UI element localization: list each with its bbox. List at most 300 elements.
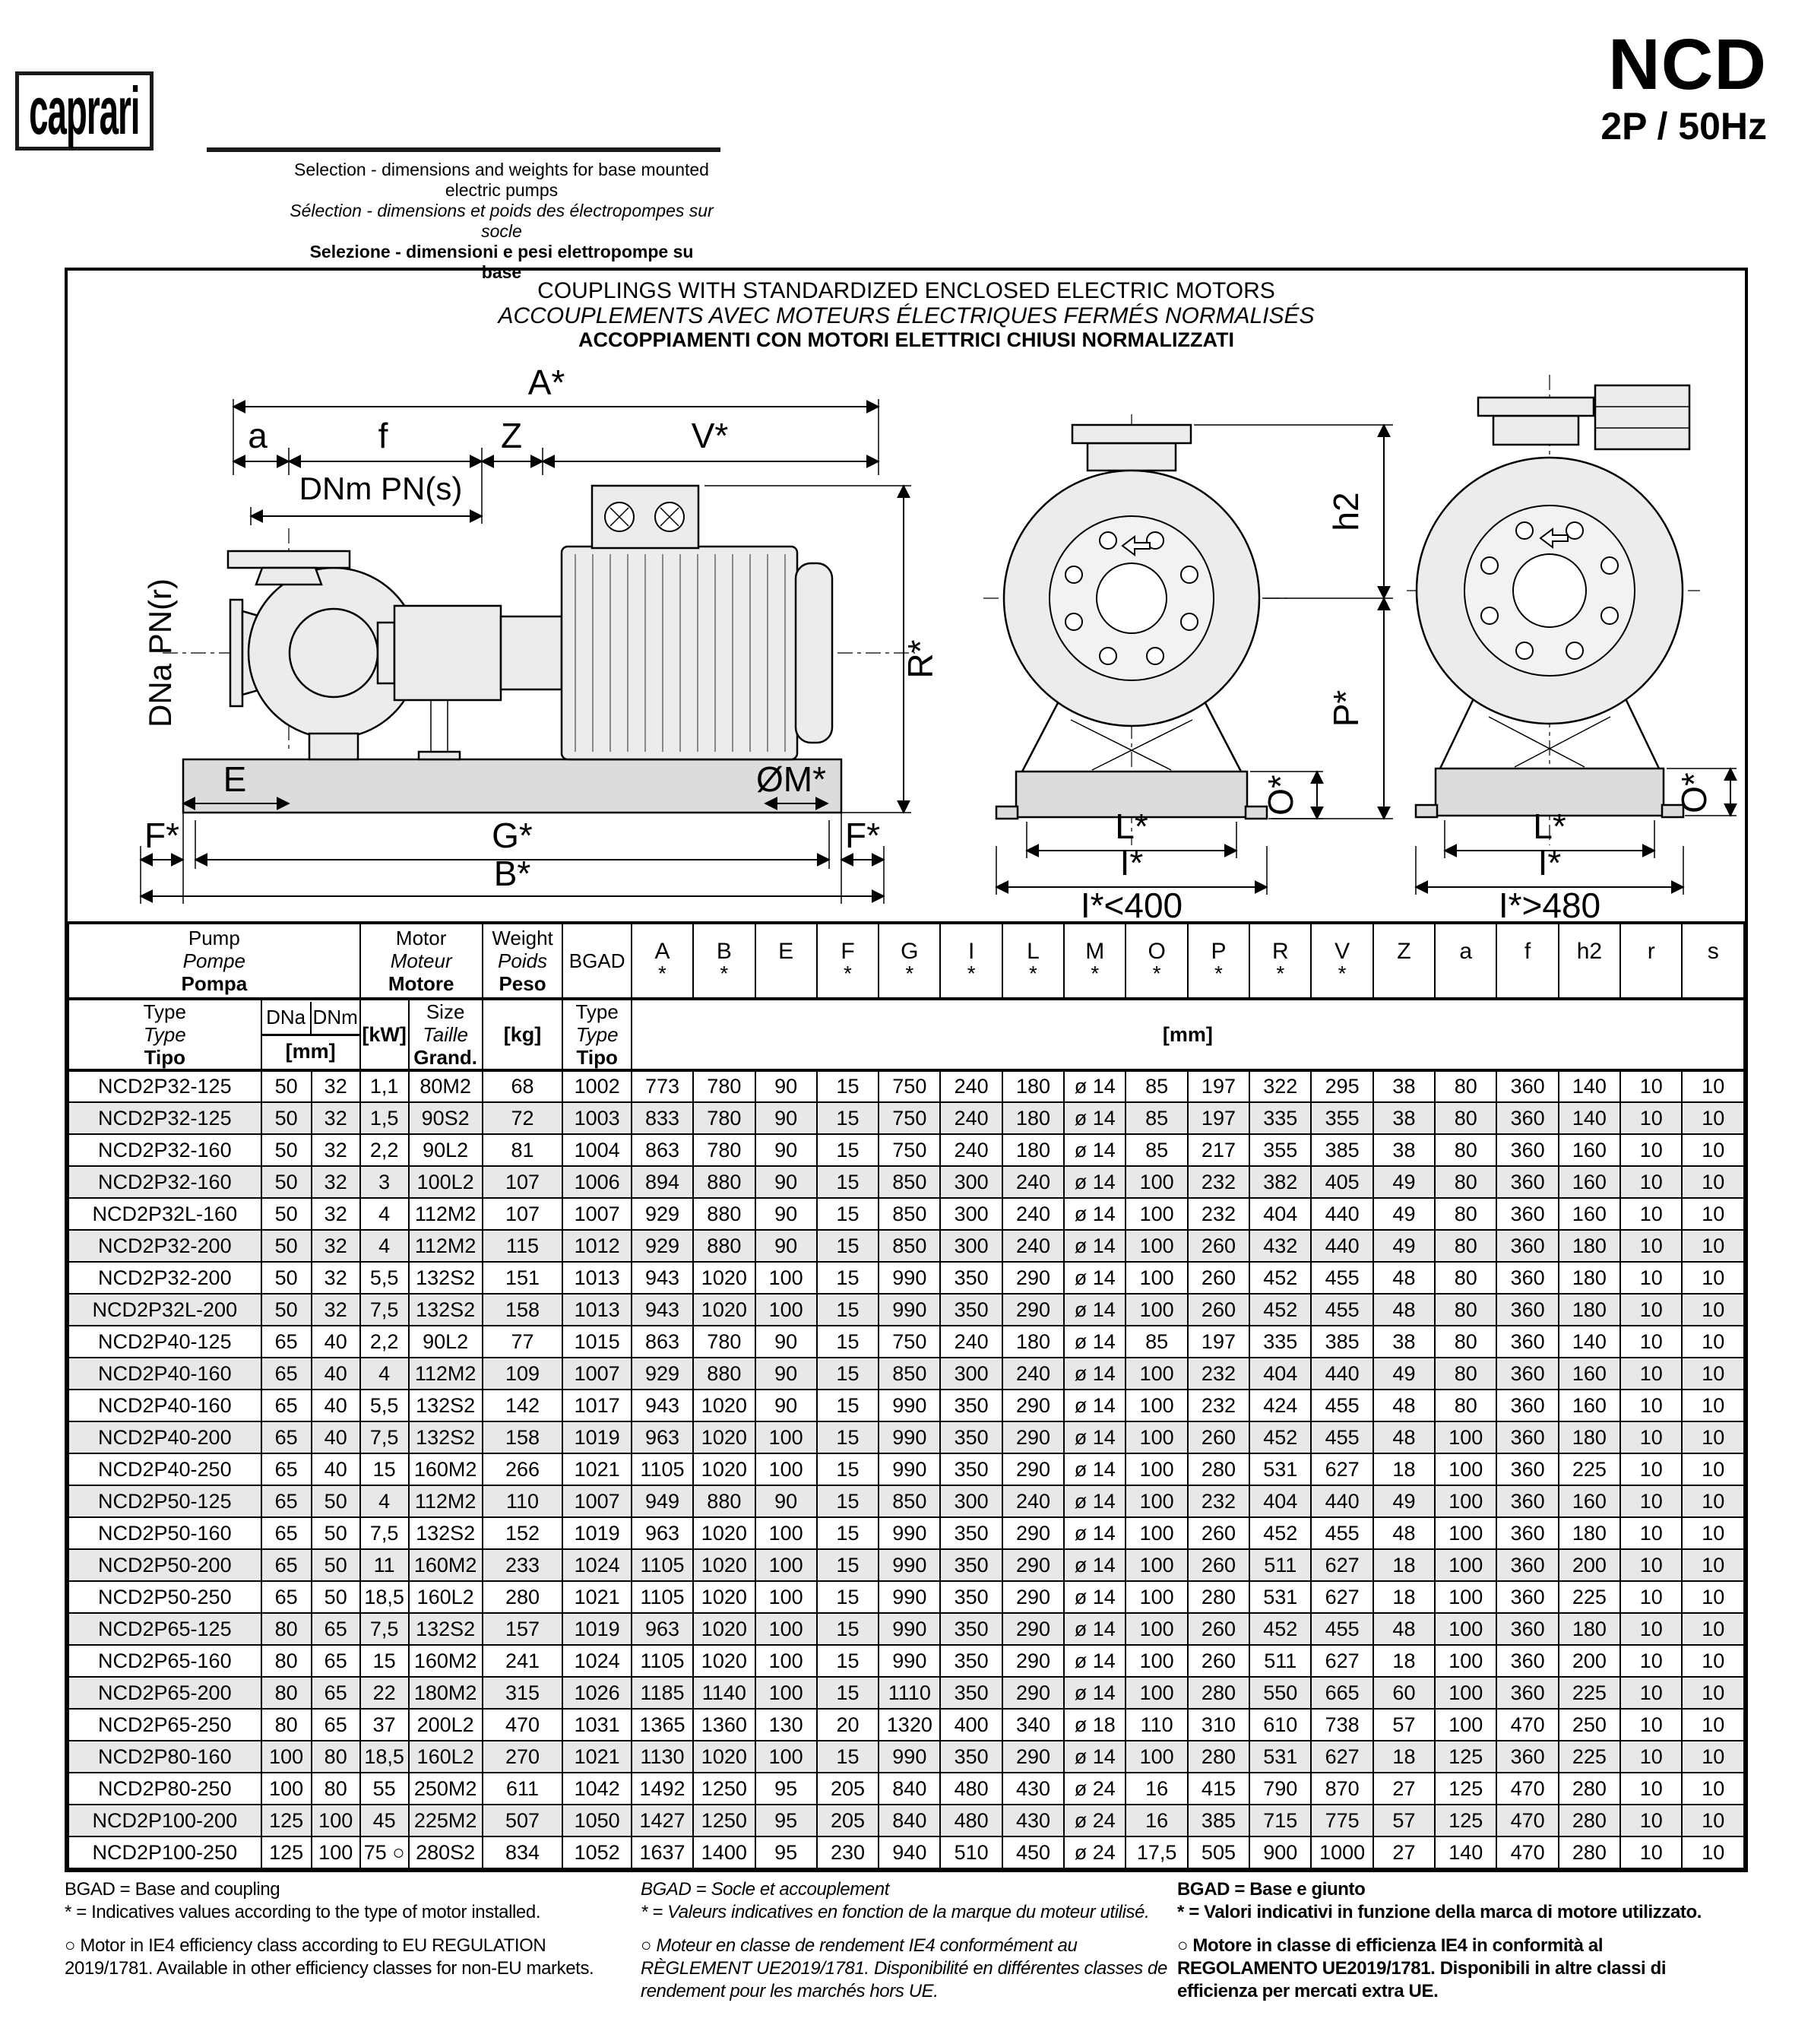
- cell-bgad: 1021: [562, 1741, 631, 1773]
- cell-s: 10: [1682, 1581, 1744, 1613]
- cell-dnm: 65: [312, 1613, 360, 1645]
- dim-label-L-left: L*: [1115, 807, 1148, 846]
- cell-I: 350: [940, 1517, 1002, 1549]
- cell-dna: 65: [261, 1549, 312, 1581]
- cell-r: 10: [1620, 1421, 1682, 1453]
- cell-I: 350: [940, 1645, 1002, 1677]
- cell-bgad: 1021: [562, 1581, 631, 1613]
- dim-label-h2: h2: [1326, 492, 1366, 531]
- cell-G: 750: [879, 1070, 940, 1102]
- cell-E: 90: [755, 1358, 817, 1390]
- cell-R: 404: [1249, 1485, 1311, 1517]
- cell-f: 360: [1496, 1230, 1558, 1262]
- technical-drawing: [68, 355, 1751, 921]
- cell-O: 100: [1126, 1230, 1187, 1262]
- cell-L: 180: [1002, 1134, 1064, 1166]
- cell-dnm: 32: [312, 1294, 360, 1326]
- cell-r: 10: [1620, 1836, 1682, 1868]
- cell-O: 85: [1126, 1134, 1187, 1166]
- caption-base-large: I*>480: [1498, 886, 1601, 921]
- cell-f: 360: [1496, 1262, 1558, 1294]
- cell-A: 773: [632, 1070, 693, 1102]
- cell-r: 10: [1620, 1805, 1682, 1836]
- cell-Z: 49: [1373, 1358, 1435, 1390]
- cell-size: 112M2: [409, 1230, 483, 1262]
- cell-dnm: 32: [312, 1230, 360, 1262]
- cell-O: 110: [1126, 1709, 1187, 1741]
- cell-kg: 470: [483, 1709, 563, 1741]
- cell-O: 100: [1126, 1294, 1187, 1326]
- cell-Z: 48: [1373, 1517, 1435, 1549]
- cell-size: 160M2: [409, 1453, 483, 1485]
- cell-R: 511: [1249, 1645, 1311, 1677]
- cell-size: 160L2: [409, 1741, 483, 1773]
- cell-h2: 225: [1559, 1581, 1620, 1613]
- cell-L: 290: [1002, 1741, 1064, 1773]
- cell-V: 627: [1311, 1645, 1372, 1677]
- cell-type: NCD2P32-160: [68, 1134, 261, 1166]
- cell-dna: 65: [261, 1390, 312, 1421]
- cell-V: 440: [1311, 1230, 1372, 1262]
- cell-I: 350: [940, 1421, 1002, 1453]
- cell-M: ø 14: [1064, 1677, 1126, 1709]
- dim-label-I-right: I*: [1537, 843, 1562, 883]
- cell-kw: 4: [360, 1485, 409, 1517]
- cell-a: 100: [1435, 1581, 1496, 1613]
- cell-R: 335: [1249, 1326, 1311, 1358]
- cell-P: 232: [1188, 1166, 1249, 1198]
- cell-bgad: 1007: [562, 1358, 631, 1390]
- cell-V: 738: [1311, 1709, 1372, 1741]
- cell-F: 15: [817, 1485, 879, 1517]
- cell-kg: 110: [483, 1485, 563, 1517]
- cell-bgad: 1013: [562, 1294, 631, 1326]
- cell-kw: 18,5: [360, 1741, 409, 1773]
- dn-labels: [262, 1002, 359, 1036]
- cell-kw: 55: [360, 1773, 409, 1805]
- cell-f: 360: [1496, 1390, 1558, 1421]
- cell-kw: 7,5: [360, 1613, 409, 1645]
- cell-R: 424: [1249, 1390, 1311, 1421]
- cell-P: 217: [1188, 1134, 1249, 1166]
- cell-dnm: 50: [312, 1517, 360, 1549]
- product-title: [1600, 24, 1767, 148]
- cell-a: 80: [1435, 1262, 1496, 1294]
- cell-r: 10: [1620, 1709, 1682, 1741]
- footnote-en-star: * = Indicatives values according to the type of motor installed.: [65, 1902, 541, 1922]
- cell-B: 780: [693, 1102, 755, 1134]
- cell-dna: 50: [261, 1198, 312, 1230]
- cell-L: 240: [1002, 1485, 1064, 1517]
- cell-r: 10: [1620, 1102, 1682, 1134]
- table-row: [68, 1613, 1744, 1645]
- cell-Z: 49: [1373, 1230, 1435, 1262]
- cell-bgad: 1031: [562, 1709, 631, 1741]
- cell-dnm: 32: [312, 1102, 360, 1134]
- cell-I: 300: [940, 1230, 1002, 1262]
- table-body: [68, 1070, 1744, 1868]
- cell-P: 197: [1188, 1326, 1249, 1358]
- motor-header: [360, 923, 483, 999]
- cell-type: NCD2P65-125: [68, 1613, 261, 1645]
- cell-r: 10: [1620, 1773, 1682, 1805]
- type-subheader-en: Type: [143, 1000, 186, 1023]
- cell-r: 10: [1620, 1741, 1682, 1773]
- cell-A: 929: [632, 1358, 693, 1390]
- table-row: [68, 1102, 1744, 1134]
- cell-f: 360: [1496, 1358, 1558, 1390]
- cell-B: 1020: [693, 1741, 755, 1773]
- cell-O: 100: [1126, 1358, 1187, 1390]
- cell-F: 15: [817, 1326, 879, 1358]
- cell-E: 100: [755, 1613, 817, 1645]
- cell-Z: 49: [1373, 1198, 1435, 1230]
- cell-h2: 160: [1559, 1166, 1620, 1198]
- cell-R: 511: [1249, 1549, 1311, 1581]
- cell-type: NCD2P100-200: [68, 1805, 261, 1836]
- cell-I: 240: [940, 1326, 1002, 1358]
- cell-L: 430: [1002, 1773, 1064, 1805]
- cell-size: 132S2: [409, 1517, 483, 1549]
- cell-type: NCD2P40-160: [68, 1390, 261, 1421]
- cell-F: 15: [817, 1230, 879, 1262]
- cell-O: 85: [1126, 1326, 1187, 1358]
- cell-A: 1492: [632, 1773, 693, 1805]
- weight-header-en: Weight: [492, 927, 553, 949]
- dim-label-L-right: L*: [1533, 807, 1566, 846]
- cell-L: 290: [1002, 1421, 1064, 1453]
- cell-type: NCD2P32L-200: [68, 1294, 261, 1326]
- cell-B: 1140: [693, 1677, 755, 1709]
- cell-A: 963: [632, 1613, 693, 1645]
- cell-M: ø 14: [1064, 1517, 1126, 1549]
- table-row: [68, 1390, 1744, 1421]
- cell-size: 225M2: [409, 1805, 483, 1836]
- cell-G: 990: [879, 1453, 940, 1485]
- cell-r: 10: [1620, 1198, 1682, 1230]
- cell-L: 340: [1002, 1709, 1064, 1741]
- cell-f: 360: [1496, 1326, 1558, 1358]
- dim-label-O-left: O*: [1261, 775, 1300, 816]
- cell-R: 404: [1249, 1198, 1311, 1230]
- cell-Z: 18: [1373, 1549, 1435, 1581]
- cell-type: NCD2P40-200: [68, 1421, 261, 1453]
- cell-M: ø 14: [1064, 1198, 1126, 1230]
- cell-h2: 180: [1559, 1421, 1620, 1453]
- cell-dnm: 50: [312, 1485, 360, 1517]
- dim-label-B: B*: [493, 854, 531, 893]
- cell-type: NCD2P32-200: [68, 1262, 261, 1294]
- cell-h2: 160: [1559, 1198, 1620, 1230]
- cell-F: 15: [817, 1134, 879, 1166]
- cell-L: 240: [1002, 1230, 1064, 1262]
- cell-dna: 80: [261, 1677, 312, 1709]
- cell-dnm: 32: [312, 1198, 360, 1230]
- header-rule: [207, 147, 720, 152]
- cell-P: 260: [1188, 1517, 1249, 1549]
- cell-F: 15: [817, 1549, 879, 1581]
- cell-kg: 266: [483, 1453, 563, 1485]
- cell-G: 850: [879, 1166, 940, 1198]
- cell-f: 360: [1496, 1517, 1558, 1549]
- dn-subheader: [261, 999, 360, 1070]
- dim-label-dnm: DNm PN(s): [299, 471, 463, 506]
- cell-bgad: 1042: [562, 1773, 631, 1805]
- cell-E: 100: [755, 1741, 817, 1773]
- cell-type: NCD2P32-200: [68, 1230, 261, 1262]
- table-row: [68, 1741, 1744, 1773]
- cell-Z: 18: [1373, 1645, 1435, 1677]
- cell-h2: 160: [1559, 1390, 1620, 1421]
- cell-bgad: 1024: [562, 1549, 631, 1581]
- type-subheader: [68, 999, 261, 1070]
- cell-dnm: 32: [312, 1134, 360, 1166]
- cell-A: 1365: [632, 1709, 693, 1741]
- column-header-M: M *: [1064, 923, 1126, 999]
- cell-L: 290: [1002, 1645, 1064, 1677]
- cell-size: 132S2: [409, 1262, 483, 1294]
- cell-A: 963: [632, 1517, 693, 1549]
- cell-G: 840: [879, 1805, 940, 1836]
- cell-dna: 80: [261, 1709, 312, 1741]
- drawing-title-en: COUPLINGS WITH STANDARDIZED ENCLOSED ELECTRIC MOTORS: [537, 278, 1275, 303]
- cell-dnm: 40: [312, 1453, 360, 1485]
- cell-G: 990: [879, 1741, 940, 1773]
- cell-P: 280: [1188, 1677, 1249, 1709]
- cell-f: 360: [1496, 1485, 1558, 1517]
- cell-A: 949: [632, 1485, 693, 1517]
- cell-M: ø 14: [1064, 1102, 1126, 1134]
- cell-V: 870: [1311, 1773, 1372, 1805]
- cell-G: 850: [879, 1230, 940, 1262]
- cell-f: 360: [1496, 1421, 1558, 1453]
- cell-s: 10: [1682, 1102, 1744, 1134]
- cell-dnm: 50: [312, 1581, 360, 1613]
- caption-base-small: I*<400: [1080, 886, 1183, 921]
- table-row: [68, 1709, 1744, 1741]
- cell-size: 132S2: [409, 1390, 483, 1421]
- cell-L: 450: [1002, 1836, 1064, 1868]
- cell-f: 360: [1496, 1645, 1558, 1677]
- cell-type: NCD2P32L-160: [68, 1198, 261, 1230]
- cell-dna: 50: [261, 1070, 312, 1102]
- cell-G: 940: [879, 1836, 940, 1868]
- cell-f: 360: [1496, 1070, 1558, 1102]
- cell-r: 10: [1620, 1358, 1682, 1390]
- cell-L: 240: [1002, 1358, 1064, 1390]
- cell-B: 880: [693, 1198, 755, 1230]
- column-header-G: G *: [879, 923, 940, 999]
- cell-B: 1020: [693, 1581, 755, 1613]
- cell-F: 15: [817, 1198, 879, 1230]
- cell-s: 10: [1682, 1326, 1744, 1358]
- cell-dnm: 40: [312, 1390, 360, 1421]
- cell-kw: 5,5: [360, 1262, 409, 1294]
- cell-G: 990: [879, 1581, 940, 1613]
- kg-unit-label: [kg]: [483, 999, 563, 1070]
- cell-O: 85: [1126, 1102, 1187, 1134]
- table-row: [68, 1677, 1744, 1709]
- cell-size: 132S2: [409, 1613, 483, 1645]
- cell-B: 780: [693, 1326, 755, 1358]
- size-subheader-it: Grand.: [413, 1046, 478, 1069]
- cell-dnm: 32: [312, 1262, 360, 1294]
- cell-kw: 37: [360, 1709, 409, 1741]
- motor-header-fr: Moteur: [390, 949, 452, 972]
- cell-r: 10: [1620, 1453, 1682, 1485]
- cell-type: NCD2P50-200: [68, 1549, 261, 1581]
- cell-F: 205: [817, 1773, 879, 1805]
- cell-kw: 22: [360, 1677, 409, 1709]
- cell-E: 100: [755, 1262, 817, 1294]
- cell-Z: 38: [1373, 1134, 1435, 1166]
- cell-bgad: 1003: [562, 1102, 631, 1134]
- cell-r: 10: [1620, 1645, 1682, 1677]
- cell-a: 140: [1435, 1836, 1496, 1868]
- cell-h2: 225: [1559, 1453, 1620, 1485]
- dn-unit-label: [mm]: [285, 1040, 336, 1063]
- cell-A: 1105: [632, 1453, 693, 1485]
- cell-bgad: 1021: [562, 1453, 631, 1485]
- cell-A: 1185: [632, 1677, 693, 1709]
- cell-Z: 49: [1373, 1166, 1435, 1198]
- table-row: [68, 1549, 1744, 1581]
- cell-F: 15: [817, 1517, 879, 1549]
- cell-I: 350: [940, 1453, 1002, 1485]
- cell-Z: 27: [1373, 1836, 1435, 1868]
- cell-P: 280: [1188, 1581, 1249, 1613]
- cell-M: ø 14: [1064, 1134, 1126, 1166]
- cell-E: 90: [755, 1134, 817, 1166]
- cell-B: 1020: [693, 1390, 755, 1421]
- cell-kg: 270: [483, 1741, 563, 1773]
- column-header-A: A *: [632, 923, 693, 999]
- cell-G: 750: [879, 1102, 940, 1134]
- cell-bgad: 1019: [562, 1613, 631, 1645]
- cell-P: 232: [1188, 1358, 1249, 1390]
- cell-I: 350: [940, 1549, 1002, 1581]
- cell-A: 929: [632, 1198, 693, 1230]
- cell-A: 1427: [632, 1805, 693, 1836]
- cell-a: 80: [1435, 1134, 1496, 1166]
- cell-E: 100: [755, 1581, 817, 1613]
- cell-kw: 45: [360, 1805, 409, 1836]
- table-header-row: [68, 923, 1744, 999]
- cell-kw: 2,2: [360, 1134, 409, 1166]
- cell-R: 404: [1249, 1358, 1311, 1390]
- cell-type: NCD2P80-160: [68, 1741, 261, 1773]
- cell-h2: 180: [1559, 1517, 1620, 1549]
- bgad-header: [562, 923, 631, 999]
- cell-type: NCD2P40-160: [68, 1358, 261, 1390]
- cell-a: 100: [1435, 1453, 1496, 1485]
- cell-kw: 15: [360, 1453, 409, 1485]
- table-row: [68, 1805, 1744, 1836]
- cell-f: 360: [1496, 1134, 1558, 1166]
- cell-E: 95: [755, 1836, 817, 1868]
- cell-E: 90: [755, 1070, 817, 1102]
- cell-dna: 65: [261, 1453, 312, 1485]
- cell-size: 160M2: [409, 1645, 483, 1677]
- cell-E: 100: [755, 1549, 817, 1581]
- cell-M: ø 14: [1064, 1485, 1126, 1517]
- cell-a: 80: [1435, 1294, 1496, 1326]
- cell-type: NCD2P65-200: [68, 1677, 261, 1709]
- cell-dna: 50: [261, 1294, 312, 1326]
- cell-I: 350: [940, 1390, 1002, 1421]
- cell-O: 100: [1126, 1198, 1187, 1230]
- cell-M: ø 14: [1064, 1645, 1126, 1677]
- cell-h2: 140: [1559, 1070, 1620, 1102]
- cell-a: 125: [1435, 1773, 1496, 1805]
- cell-O: 100: [1126, 1645, 1187, 1677]
- cell-Z: 48: [1373, 1262, 1435, 1294]
- cell-dna: 125: [261, 1805, 312, 1836]
- cell-B: 880: [693, 1230, 755, 1262]
- cell-f: 360: [1496, 1166, 1558, 1198]
- cell-h2: 250: [1559, 1709, 1620, 1741]
- cell-a: 80: [1435, 1230, 1496, 1262]
- mm-unit-label: [mm]: [632, 999, 1744, 1070]
- cell-A: 863: [632, 1134, 693, 1166]
- cell-F: 15: [817, 1358, 879, 1390]
- cell-dnm: 32: [312, 1166, 360, 1198]
- cell-size: 250M2: [409, 1773, 483, 1805]
- cell-V: 627: [1311, 1549, 1372, 1581]
- cell-s: 10: [1682, 1166, 1744, 1198]
- cell-dnm: 65: [312, 1709, 360, 1741]
- cell-size: 90S2: [409, 1102, 483, 1134]
- cell-O: 16: [1126, 1773, 1187, 1805]
- cell-P: 415: [1188, 1773, 1249, 1805]
- cell-kg: 77: [483, 1326, 563, 1358]
- cell-R: 382: [1249, 1166, 1311, 1198]
- table-row: [68, 1134, 1744, 1166]
- cell-a: 80: [1435, 1358, 1496, 1390]
- cell-r: 10: [1620, 1485, 1682, 1517]
- cell-R: 452: [1249, 1517, 1311, 1549]
- cell-bgad: 1006: [562, 1166, 631, 1198]
- column-header-B: B *: [693, 923, 755, 999]
- cell-F: 15: [817, 1070, 879, 1102]
- cell-a: 100: [1435, 1645, 1496, 1677]
- cell-h2: 225: [1559, 1677, 1620, 1709]
- cell-s: 10: [1682, 1677, 1744, 1709]
- cell-size: 160L2: [409, 1581, 483, 1613]
- cell-V: 405: [1311, 1166, 1372, 1198]
- cell-a: 100: [1435, 1613, 1496, 1645]
- cell-kg: 151: [483, 1262, 563, 1294]
- subtitle-en: Selection - dimensions and weights for base mounted electric pumps: [294, 160, 709, 200]
- cell-B: 1250: [693, 1805, 755, 1836]
- table-row: [68, 1773, 1744, 1805]
- cell-V: 455: [1311, 1613, 1372, 1645]
- cell-B: 1250: [693, 1773, 755, 1805]
- dim-label-P: P*: [1326, 689, 1366, 727]
- column-header-f: f: [1496, 923, 1558, 999]
- cell-V: 775: [1311, 1805, 1372, 1836]
- pump-header-it: Pompa: [181, 972, 248, 995]
- cell-kg: 107: [483, 1166, 563, 1198]
- cell-R: 531: [1249, 1581, 1311, 1613]
- cell-type: NCD2P65-250: [68, 1709, 261, 1741]
- cell-f: 360: [1496, 1613, 1558, 1645]
- cell-E: 90: [755, 1198, 817, 1230]
- dim-label-R: R*: [901, 639, 940, 679]
- cell-R: 531: [1249, 1741, 1311, 1773]
- cell-kw: 4: [360, 1230, 409, 1262]
- cell-G: 990: [879, 1645, 940, 1677]
